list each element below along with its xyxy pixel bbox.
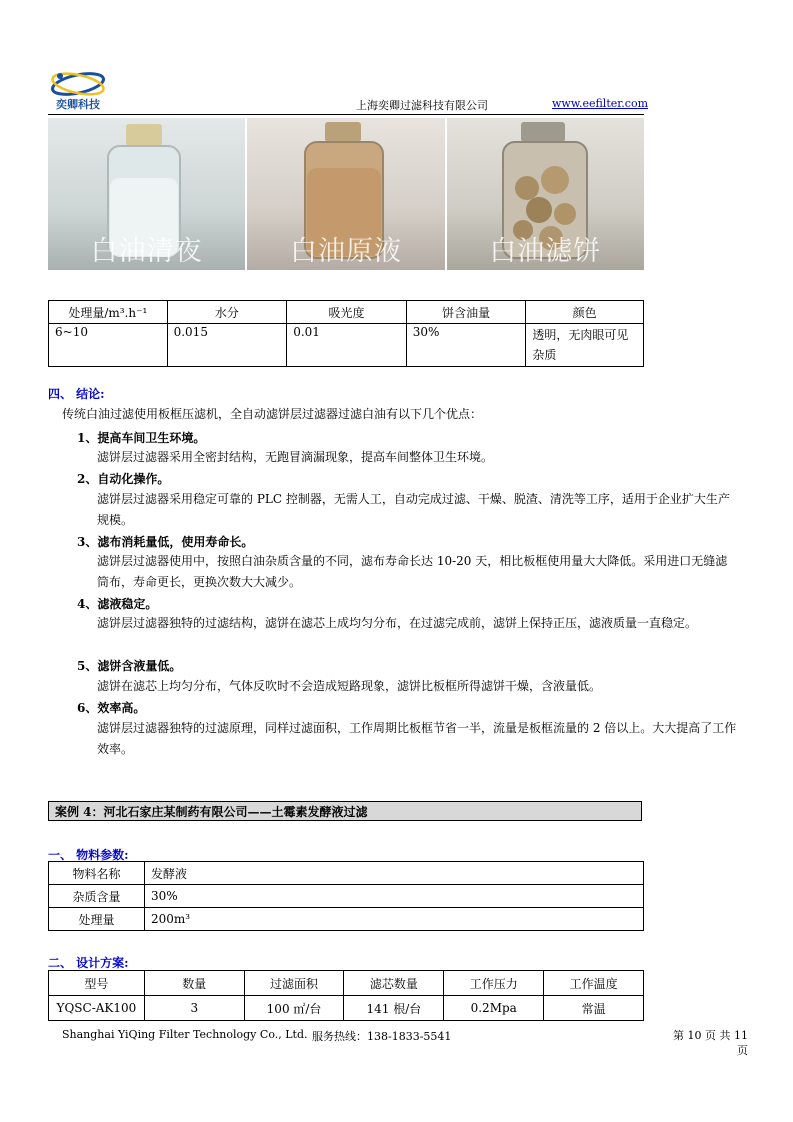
table-row (49, 908, 644, 931)
footer-hotline: 服务热线：138-1833-5541 (312, 1030, 452, 1043)
conclusion-intro: 传统白油过滤使用板框压滤机，全自动滤饼层过滤器过滤白油有以下几个优点： (62, 407, 483, 421)
advantage-body: 滤饼在滤芯上均匀分布，气体反吹时不会造成短路现象，滤饼比板框所得滤饼干燥，含液量低。 (97, 679, 602, 693)
advantage-title: 5、滤饼含液量低。 (77, 659, 182, 673)
advantage-title: 6、效率高。 (77, 701, 146, 715)
table-cell-value: 30% (145, 885, 644, 908)
advantage-title: 1、提高车间卫生环境。 (77, 431, 206, 445)
footer-company: Shanghai YiQing Filter Technology Co., Ltd. (62, 1028, 308, 1041)
table-header: 吸光度 (287, 301, 407, 324)
table-cell: 30% (406, 324, 526, 367)
table-cell-value: 200m³ (145, 908, 644, 931)
table-cell: 3 (144, 996, 244, 1021)
case-title-box: 案例 4：河北石家庄某制药有限公司——土霉素发酵液过滤 (48, 801, 642, 821)
logo-text: 奕卿科技 (56, 98, 100, 111)
table-cell: 0.015 (167, 324, 287, 367)
table-cell-label: 处理量 (49, 908, 145, 931)
photo-caption: 白油滤饼 (489, 236, 602, 267)
result-table (48, 300, 644, 367)
table-header: 水分 (167, 301, 287, 324)
table-header: 数量 (144, 971, 244, 996)
table-cell: 透明，无肉眼可见杂质 (526, 324, 644, 367)
photo-caption: 白油原液 (289, 236, 402, 267)
advantage-title: 3、滤布消耗量低，使用寿命长。 (77, 535, 254, 549)
design-title: 二、 设计方案: (48, 956, 129, 970)
footer-page-number: 第 10 页 共 11 页 (673, 1029, 748, 1057)
material-table (48, 861, 644, 931)
conclusion-title: 四、 结论: (48, 387, 105, 401)
table-cell-label: 杂质含量 (49, 885, 145, 908)
table-cell: 0.01 (287, 324, 407, 367)
design-table (48, 970, 644, 1021)
table-cell: 0.2Mpa (444, 996, 544, 1021)
table-cell: 常温 (544, 996, 644, 1021)
material-title: 一、 物料参数: (48, 848, 129, 862)
header-url-link[interactable]: www.eefilter.com (552, 97, 649, 110)
table-header: 颜色 (526, 301, 644, 324)
table-header: 滤芯数量 (344, 971, 444, 996)
table-header: 饼含油量 (406, 301, 526, 324)
advantage-body: 滤饼层过滤器独特的过滤结构，滤饼在滤芯上成均匀分布，在过滤完成前，滤饼上保持正压，滤液质量一直稳定。 (97, 616, 698, 630)
table-cell: 141 根/台 (344, 996, 444, 1021)
table-header-row (49, 971, 644, 996)
advantage-title: 2、自动化操作。 (77, 472, 170, 486)
table-row (49, 324, 644, 367)
advantage-body: 滤饼层过滤器独特的过滤原理，同样过滤面积，工作周期比板框节省一半，流量是板框流量的 2 倍以上。大大提高了工作效率。 (97, 721, 737, 756)
table-header: 过滤面积 (244, 971, 344, 996)
table-cell-value: 发酵液 (145, 862, 644, 885)
photo-raw-oil (247, 118, 444, 270)
table-row (49, 862, 644, 885)
table-cell: 100 ㎡/台 (244, 996, 344, 1021)
sample-photos (48, 118, 644, 270)
table-header: 处理量/m³.h⁻¹ (49, 301, 168, 324)
header-divider (48, 114, 644, 115)
table-cell: YQSC-AK100 (49, 996, 145, 1021)
table-cell-label: 物料名称 (49, 862, 145, 885)
table-header: 工作温度 (544, 971, 644, 996)
header-company: 上海奕卿过滤科技有限公司 (356, 99, 488, 112)
advantage-title: 4、滤液稳定。 (77, 597, 158, 611)
photo-clear-oil (48, 118, 245, 270)
table-header-row (49, 301, 644, 324)
table-row (49, 996, 644, 1021)
photo-caption: 白油清夜 (90, 236, 203, 267)
table-header: 工作压力 (444, 971, 544, 996)
advantage-body: 滤饼层过滤器使用中，按照白油杂质含量的不同，滤布寿命长达 10-20 天，相比板框使用量大大降低。采用进口无缝滤筒布，寿命更长，更换次数大大减少。 (97, 554, 728, 589)
table-header: 型号 (49, 971, 145, 996)
advantage-body: 滤饼层过滤器采用稳定可靠的 PLC 控制器，无需人工，自动完成过滤、干燥、脱渣、清洗等工序，适用于企业扩大生产规模。 (97, 492, 730, 527)
advantage-body: 滤饼层过滤器采用全密封结构，无跑冒滴漏现象，提高车间整体卫生环境。 (97, 450, 494, 464)
photo-filter-cake (447, 118, 644, 270)
table-row (49, 885, 644, 908)
table-cell: 6~10 (49, 324, 168, 367)
